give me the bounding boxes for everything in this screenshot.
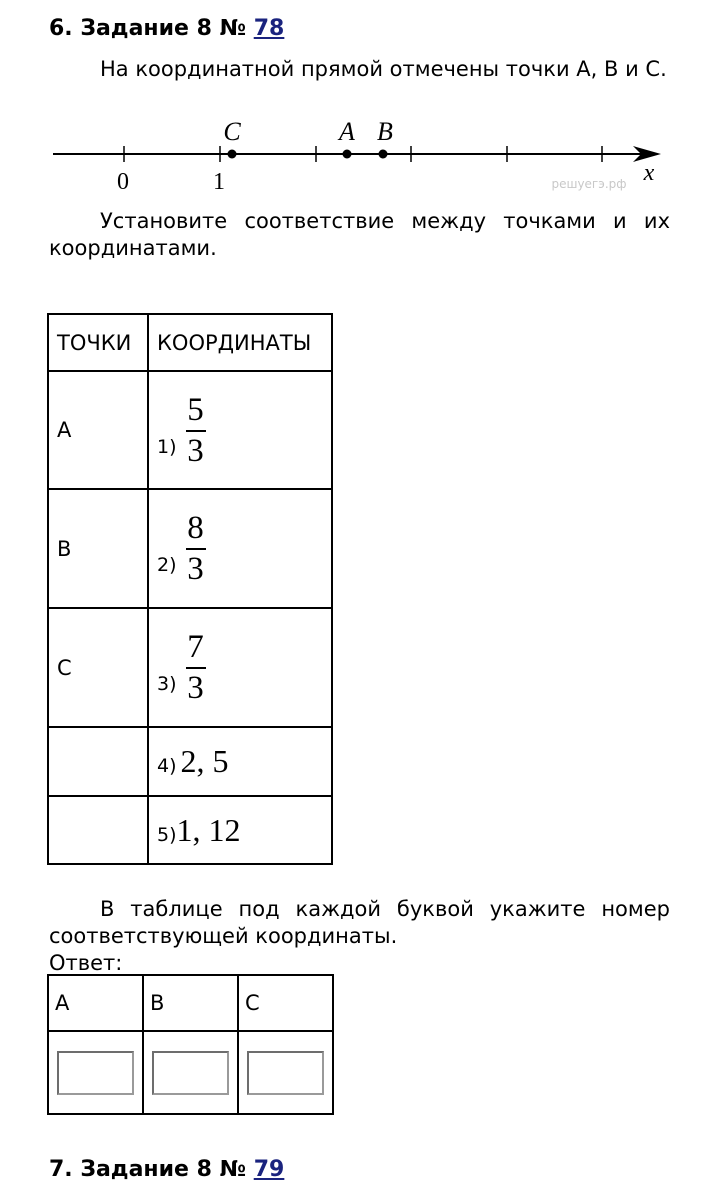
fraction-bar (186, 430, 206, 432)
next-task-id-link[interactable]: 79 (253, 1157, 285, 1182)
answer-header-row (48, 975, 333, 1031)
answer-header-c: C (238, 975, 333, 1031)
number-line (49, 112, 669, 194)
row-point: B (48, 489, 148, 608)
answer-input-a[interactable] (57, 1051, 134, 1095)
label-point-a: A (339, 117, 355, 146)
row-point: C (48, 608, 148, 727)
table-row (48, 727, 332, 796)
option-number: 4) (157, 755, 177, 777)
point-b-dot (379, 150, 388, 159)
answer-label: Ответ: (49, 951, 123, 975)
fraction-denominator: 3 (187, 432, 204, 469)
option-number: 1) (157, 435, 177, 458)
point-c-dot (228, 150, 237, 159)
table-row (48, 608, 332, 727)
fraction-denominator: 3 (187, 670, 204, 706)
decimal-value: 1, 12 (176, 811, 241, 848)
label-point-c: C (223, 117, 241, 146)
task-intro: На координатной прямой отмечены точки A, B и C. (100, 57, 667, 81)
label-axis-x: x (643, 160, 655, 186)
table-row (48, 489, 332, 608)
label-one: 1 (213, 169, 225, 194)
table-header-row (48, 314, 332, 371)
matching-table (47, 313, 333, 865)
fraction-numerator: 7 (187, 629, 204, 665)
task-instruction: Установите соответствие между точками и их координатами. (49, 209, 670, 260)
answer-input-b[interactable] (152, 1051, 229, 1095)
row-point: A (48, 371, 148, 489)
row-point (48, 727, 148, 796)
header-points: ТОЧКИ (48, 314, 148, 371)
fraction-numerator: 5 (187, 391, 204, 428)
answer-header-b: B (143, 975, 238, 1031)
option-number: 2) (157, 554, 177, 576)
point-a-dot (343, 150, 352, 159)
answer-table (47, 974, 334, 1115)
option-number: 3) (157, 673, 177, 695)
fraction-bar (186, 667, 206, 669)
fraction (186, 511, 206, 586)
fraction-bar (186, 548, 206, 550)
task-number-label: 6. Задание 8 № (49, 16, 247, 41)
label-point-b: B (377, 117, 393, 146)
answer-input-row (48, 1031, 333, 1114)
answer-instruction: В таблице под каждой буквой укажите номер соответствующей координаты. (49, 897, 670, 948)
row-point (48, 796, 148, 864)
task-id-link[interactable]: 78 (253, 16, 285, 41)
decimal-value: 2, 5 (180, 743, 229, 779)
answer-header-a: A (48, 975, 143, 1031)
fraction-denominator: 3 (187, 551, 204, 587)
task-heading (49, 16, 284, 42)
table-row (48, 371, 332, 489)
option-number: 5) (157, 823, 177, 846)
fraction-numerator: 8 (187, 510, 204, 546)
label-zero: 0 (117, 169, 129, 194)
fraction (186, 393, 206, 468)
next-task-heading (49, 1157, 284, 1183)
answer-input-c[interactable] (247, 1051, 324, 1095)
next-task-number-label: 7. Задание 8 № (49, 1157, 247, 1182)
watermark-text: решуегэ.рф (551, 177, 627, 191)
header-coordinates: КООРДИНАТЫ (148, 314, 332, 371)
table-row (48, 796, 332, 864)
fraction (186, 630, 206, 705)
